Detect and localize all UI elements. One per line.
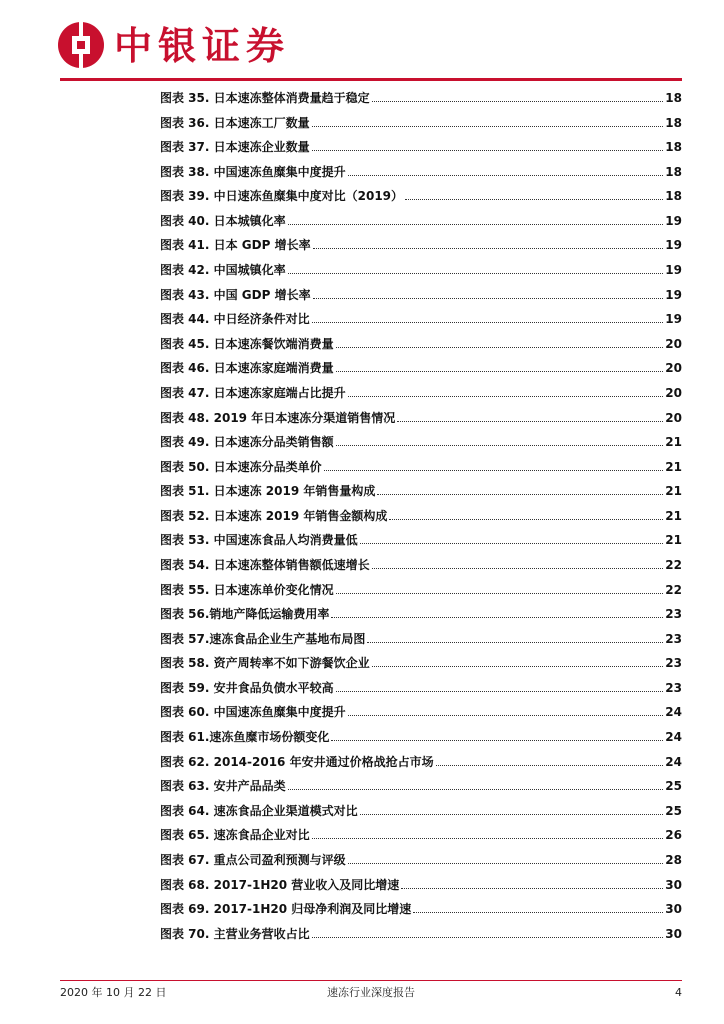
toc-dot-leader [331, 725, 663, 741]
toc-dot-leader [312, 135, 664, 151]
toc-entry-page: 23 [665, 656, 682, 671]
toc-dot-leader [372, 553, 664, 569]
toc-entry-page: 30 [665, 877, 682, 892]
toc-dot-leader [336, 578, 664, 594]
toc-entry-page: 23 [665, 607, 682, 622]
toc-entry[interactable] [160, 184, 682, 209]
toc-dot-leader [413, 897, 663, 913]
toc-entry-title: 图表 47. 日本速冻家庭端占比提升 [160, 385, 346, 400]
toc-entry-page: 25 [665, 779, 682, 794]
footer-divider [60, 980, 682, 981]
toc-dot-leader [348, 160, 664, 176]
toc-entry[interactable] [160, 233, 682, 258]
toc-entry[interactable] [160, 209, 682, 234]
toc-entry-page: 24 [665, 730, 682, 745]
toc-dot-leader [389, 504, 663, 520]
toc-entry-title: 图表 61.速冻鱼糜市场份额变化 [160, 730, 330, 745]
toc-dot-leader [372, 651, 664, 667]
toc-dot-leader [312, 307, 664, 323]
toc-entry-page: 18 [665, 91, 682, 105]
toc-entry-page: 30 [665, 926, 682, 941]
table-of-figures [160, 86, 682, 946]
toc-dot-leader [331, 602, 663, 618]
toc-entry[interactable] [160, 774, 682, 799]
toc-dot-leader [372, 86, 664, 102]
toc-entry-title: 图表 42. 中国城镇化率 [160, 263, 286, 278]
toc-entry[interactable] [160, 799, 682, 824]
toc-entry-page: 26 [665, 828, 682, 843]
toc-dot-leader [288, 774, 664, 790]
toc-entry-title: 图表 43. 中国 GDP 增长率 [160, 287, 311, 302]
toc-entry[interactable] [160, 750, 682, 775]
toc-entry-page: 18 [665, 189, 682, 204]
toc-entry[interactable] [160, 356, 682, 381]
toc-entry-page: 21 [665, 484, 682, 499]
toc-entry-title: 图表 54. 日本速冻整体销售额低速增长 [160, 557, 370, 572]
toc-dot-leader [367, 627, 663, 643]
toc-entry[interactable] [160, 406, 682, 431]
toc-entry-page: 18 [665, 164, 682, 179]
toc-entry[interactable] [160, 602, 682, 627]
toc-dot-leader [313, 283, 664, 299]
toc-entry-title: 图表 37. 日本速冻企业数量 [160, 140, 310, 155]
toc-entry-title: 图表 35. 日本速冻整体消费量趋于稳定 [160, 91, 370, 105]
toc-entry-page: 21 [665, 533, 682, 548]
toc-entry-title: 图表 45. 日本速冻餐饮端消费量 [160, 336, 334, 351]
toc-entry-title: 图表 44. 中日经济条件对比 [160, 312, 310, 327]
toc-entry-title: 图表 48. 2019 年日本速冻分渠道销售情况 [160, 410, 396, 425]
toc-entry[interactable] [160, 381, 682, 406]
toc-entry-title: 图表 65. 速冻食品企业对比 [160, 828, 310, 843]
toc-dot-leader [312, 823, 664, 839]
toc-entry[interactable] [160, 430, 682, 455]
toc-dot-leader [348, 700, 664, 716]
toc-entry-page: 28 [665, 852, 682, 867]
toc-dot-leader [336, 676, 664, 692]
footer-report-title: 速冻行业深度报告 [327, 986, 415, 999]
toc-entry-title: 图表 70. 主营业务营收占比 [160, 926, 310, 941]
toc-entry-title: 图表 68. 2017-1H20 营业收入及同比增速 [160, 877, 400, 892]
toc-entry-title: 图表 41. 日本 GDP 增长率 [160, 238, 311, 253]
toc-entry[interactable] [160, 725, 682, 750]
toc-entry-title: 图表 55. 日本速冻单价变化情况 [160, 582, 334, 597]
footer-date: 2020 年 10 月 22 日 [60, 986, 167, 999]
toc-entry[interactable] [160, 627, 682, 652]
toc-entry-page: 30 [665, 902, 682, 917]
toc-entry-page: 18 [665, 115, 682, 130]
toc-dot-leader [405, 184, 663, 200]
toc-dot-leader [288, 209, 664, 225]
toc-dot-leader [288, 258, 664, 274]
toc-entry[interactable] [160, 135, 682, 160]
toc-entry-page: 19 [665, 312, 682, 327]
toc-entry-title: 图表 58. 资产周转率不如下游餐饮企业 [160, 656, 370, 671]
toc-entry-page: 24 [665, 705, 682, 720]
toc-dot-leader [336, 356, 664, 372]
toc-entry-page: 19 [665, 263, 682, 278]
toc-entry-title: 图表 40. 日本城镇化率 [160, 213, 286, 228]
toc-entry-page: 23 [665, 631, 682, 646]
toc-entry-page: 20 [665, 336, 682, 351]
toc-entry[interactable] [160, 160, 682, 185]
toc-entry[interactable] [160, 578, 682, 603]
toc-dot-leader [313, 233, 664, 249]
toc-entry[interactable] [160, 479, 682, 504]
toc-entry[interactable] [160, 455, 682, 480]
toc-entry[interactable] [160, 700, 682, 725]
toc-entry-page: 21 [665, 435, 682, 450]
toc-dot-leader [436, 750, 664, 766]
brand-name: 中银证券 [114, 24, 291, 68]
toc-entry[interactable] [160, 332, 682, 357]
toc-entry-page: 19 [665, 287, 682, 302]
toc-entry-title: 图表 49. 日本速冻分品类销售额 [160, 435, 334, 450]
toc-entry-title: 图表 63. 安井产品品类 [160, 779, 286, 794]
toc-entry-title: 图表 50. 日本速冻分品类单价 [160, 459, 322, 474]
toc-entry-title: 图表 56.销地产降低运输费用率 [160, 607, 330, 622]
toc-entry-title: 图表 57.速冻食品企业生产基地布局图 [160, 631, 366, 646]
toc-entry[interactable] [160, 897, 682, 922]
toc-entry[interactable] [160, 283, 682, 308]
toc-dot-leader [360, 799, 664, 815]
toc-entry[interactable] [160, 258, 682, 283]
toc-dot-leader [336, 332, 664, 348]
toc-entry-title: 图表 36. 日本速冻工厂数量 [160, 115, 310, 130]
toc-dot-leader [377, 479, 663, 495]
toc-entry-page: 25 [665, 803, 682, 818]
bank-of-china-logo-icon [58, 22, 104, 68]
toc-entry-title: 图表 60. 中国速冻鱼糜集中度提升 [160, 705, 346, 720]
toc-dot-leader [324, 455, 664, 471]
toc-dot-leader [336, 430, 664, 446]
toc-entry-title: 图表 59. 安井食品负债水平较高 [160, 680, 334, 695]
toc-entry-title: 图表 51. 日本速冻 2019 年销售量构成 [160, 484, 376, 499]
toc-entry-title: 图表 38. 中国速冻鱼糜集中度提升 [160, 164, 346, 179]
toc-entry[interactable] [160, 922, 682, 947]
toc-entry-title: 图表 39. 中日速冻鱼糜集中度对比（2019） [160, 189, 404, 204]
toc-entry-page: 24 [665, 754, 682, 769]
toc-entry-page: 20 [665, 410, 682, 425]
toc-entry-page: 19 [665, 213, 682, 228]
toc-entry-page: 22 [665, 582, 682, 597]
toc-entry[interactable] [160, 848, 682, 873]
toc-entry-title: 图表 53. 中国速冻食品人均消费量低 [160, 533, 358, 548]
toc-entry[interactable] [160, 528, 682, 553]
toc-entry[interactable] [160, 307, 682, 332]
toc-entry-page: 21 [665, 459, 682, 474]
toc-entry-page: 21 [665, 508, 682, 523]
toc-entry-title: 图表 69. 2017-1H20 归母净利润及同比增速 [160, 902, 412, 917]
toc-entry[interactable] [160, 504, 682, 529]
toc-entry[interactable] [160, 553, 682, 578]
toc-entry-page: 23 [665, 680, 682, 695]
toc-entry-title: 图表 67. 重点公司盈利预测与评级 [160, 852, 346, 867]
toc-entry-page: 20 [665, 385, 682, 400]
toc-entry-page: 19 [665, 238, 682, 253]
toc-entry[interactable] [160, 111, 682, 136]
toc-entry[interactable] [160, 823, 682, 848]
toc-dot-leader [397, 406, 663, 422]
page-header [0, 0, 724, 84]
toc-entry-title: 图表 64. 速冻食品企业渠道模式对比 [160, 803, 358, 818]
toc-dot-leader [348, 848, 664, 864]
toc-entry-page: 22 [665, 557, 682, 572]
footer-page-number: 4 [675, 986, 682, 999]
toc-entry-title: 图表 46. 日本速冻家庭端消费量 [160, 361, 334, 376]
toc-entry[interactable] [160, 676, 682, 701]
toc-dot-leader [312, 922, 664, 938]
toc-dot-leader [312, 111, 664, 127]
toc-dot-leader [348, 381, 664, 397]
toc-entry-page: 18 [665, 140, 682, 155]
toc-entry[interactable] [160, 86, 682, 111]
toc-dot-leader [360, 528, 664, 544]
header-divider [60, 78, 682, 81]
toc-entry-title: 图表 62. 2014-2016 年安井通过价格战抢占市场 [160, 754, 434, 769]
toc-entry[interactable] [160, 651, 682, 676]
toc-dot-leader [401, 873, 663, 889]
page-footer [60, 984, 682, 1002]
toc-entry-page: 20 [665, 361, 682, 376]
toc-entry-title: 图表 52. 日本速冻 2019 年销售金额构成 [160, 508, 388, 523]
toc-entry[interactable] [160, 873, 682, 898]
